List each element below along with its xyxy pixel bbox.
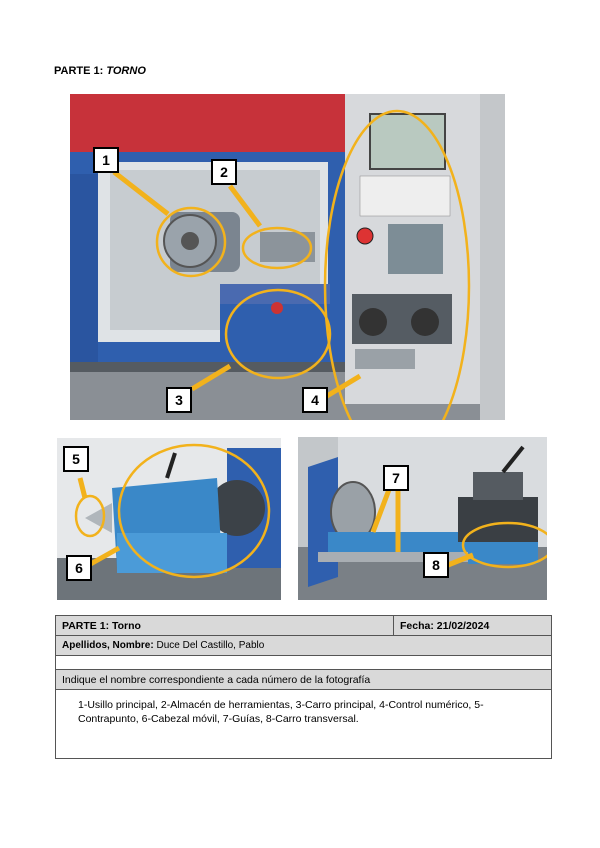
instruction-cell: Indique el nombre correspondiente a cada número de la fotografía bbox=[56, 670, 552, 690]
photo3-marker-7: 7 bbox=[383, 465, 409, 491]
page-heading bbox=[54, 65, 146, 77]
lathe-overview-photo bbox=[70, 94, 505, 420]
heading-prefix: PARTE 1: bbox=[54, 65, 107, 77]
photo2-marker-5: 5 bbox=[63, 446, 89, 472]
name-value: Duce Del Castillo, Pablo bbox=[156, 640, 265, 651]
name-cell bbox=[56, 636, 552, 656]
photo3-marker-8: 8 bbox=[423, 552, 449, 578]
photo2-marker-6: 6 bbox=[66, 555, 92, 581]
spacer-row bbox=[56, 656, 552, 670]
date-cell: Fecha: 21/02/2024 bbox=[394, 616, 552, 636]
photo1-marker-4: 4 bbox=[302, 387, 328, 413]
heading-title: TORNO bbox=[106, 65, 146, 77]
photo1-marker-3: 3 bbox=[166, 387, 192, 413]
photo1-marker-2: 2 bbox=[211, 159, 237, 185]
name-label: Apellidos, Nombre: bbox=[62, 640, 154, 651]
answer-sheet bbox=[55, 615, 552, 759]
answer-cell: 1-Usillo principal, 2-Almacén de herramientas, 3-Carro principal, 4-Control numérico, 5-Contrapunto, 6-Cabezal móvil, 7-Guías, 8-Carro transversal. bbox=[56, 690, 552, 759]
photo1-marker-1: 1 bbox=[93, 147, 119, 173]
part-cell: PARTE 1: Torno bbox=[56, 616, 394, 636]
